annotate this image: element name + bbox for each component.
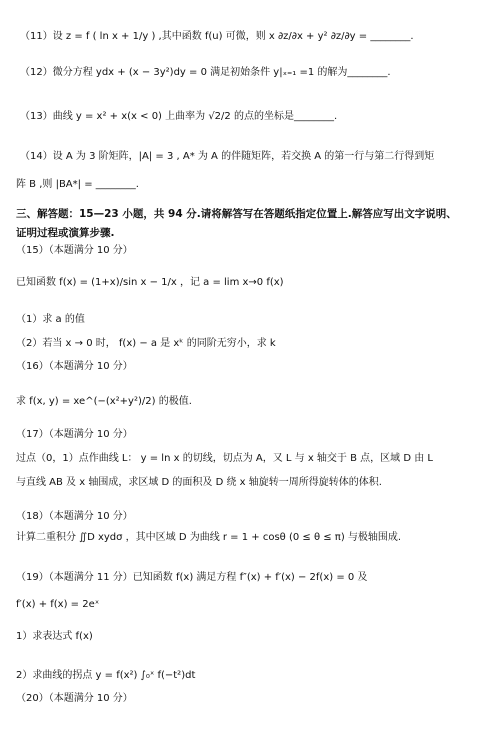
question-16-header [0,360,488,374]
section-3-title-a: 三、解答题：15—23 小题，共 94 分.请将解答写在答题纸指定位置上.解答应写出文字说明、 [16,208,457,220]
question-14-text-b: 阵 B ,则 |BA*| = ________. [16,179,139,190]
question-19-text-b: f′(x) + f(x) = 2eˣ [16,599,100,610]
question-14-line-1 [0,150,488,164]
question-19-text-a: （19）（本题满分 11 分）已知函数 f(x) 满足方程 f″(x) + f′(x) − 2f(x) = 0 及 [16,572,368,583]
question-20-head-text: （20）（本题满分 10 分） [16,693,133,704]
question-15-header [0,244,488,258]
question-14-text-a: （14）设 A 为 3 阶矩阵，|A| = 3 , A* 为 A 的伴随矩阵，若交换 A 的第一行与第二行得到矩 [20,151,435,162]
question-18-stmt-text: 计算二重积分 ∬D xydσ ，其中区域 D 为曲线 r = 1 + cosθ (0 ≤ θ ≤ π) 与极轴围成. [16,532,402,543]
question-11 [0,30,488,44]
question-17-header [0,428,488,442]
question-17-text-a: 过点（0，1）点作曲线 L： y = ln x 的切线，切点为 A，又 L 与 x 轴交于 B 点，区域 D 由 L [16,453,433,464]
question-15-head-text: （15）（本题满分 10 分） [16,245,133,256]
question-15-part-2-text: （2）若当 x → 0 时， f(x) − a 是 xᵏ 的同阶无穷小，求 k [16,338,276,349]
question-16-stmt-text: 求 f(x, y) = xe^(−(x²+y²)/2) 的极值. [16,396,192,407]
question-20-header [0,692,488,706]
section-3-title-line-1 [0,207,488,221]
question-17-line-2 [0,476,488,490]
question-15-stmt-text: 已知函数 f(x) = (1+x)/sin x − 1/x ，记 a = lim x→0 f(x) [16,277,284,288]
question-18-head-text: （18）（本题满分 10 分） [16,511,133,522]
question-15-statement [0,276,488,290]
question-13-text: （13）曲线 y = x² + x(x < 0) 上曲率为 √2/2 的点的坐标是________. [20,111,338,122]
question-19-part-1 [0,630,488,644]
question-19-part-2-text: 2）求曲线的拐点 y = f(x²) ∫₀ˣ f(−t²)dt [16,670,196,681]
question-17-head-text: （17）（本题满分 10 分） [16,429,133,440]
question-12-text: （12）微分方程 ydx + (x − 3y²)dy = 0 满足初始条件 y|ₓ₌₁ =1 的解为________. [20,67,391,78]
question-19-line-2 [0,598,488,612]
question-13 [0,110,488,124]
question-17-line-1 [0,452,488,466]
question-15-part-1-text: （1）求 a 的值 [16,314,85,325]
question-15-part-2 [0,337,488,351]
question-15-part-1 [0,313,488,327]
question-17-text-b: 与直线 AB 及 x 轴围成，求区域 D 的面积及 D 绕 x 轴旋转一周所得旋转体的体积. [16,477,382,488]
question-16-statement [0,395,488,409]
section-3-title-b: 证明过程或演算步骤. [16,227,115,239]
question-19-line-1 [0,571,488,585]
question-19-part-1-text: 1）求表达式 f(x) [16,631,93,642]
section-3-title-line-2 [0,226,488,240]
question-18-header [0,510,488,524]
question-14-line-2 [0,178,488,192]
question-12 [0,66,488,80]
question-16-head-text: （16）（本题满分 10 分） [16,361,133,372]
question-18-statement [0,531,488,545]
question-19-part-2 [0,669,488,683]
question-11-text: （11）设 z = f ( ln x + 1/y ) ,其中函数 f(u) 可微，则 x ∂z/∂x + y² ∂z/∂y = ________. [20,31,414,42]
